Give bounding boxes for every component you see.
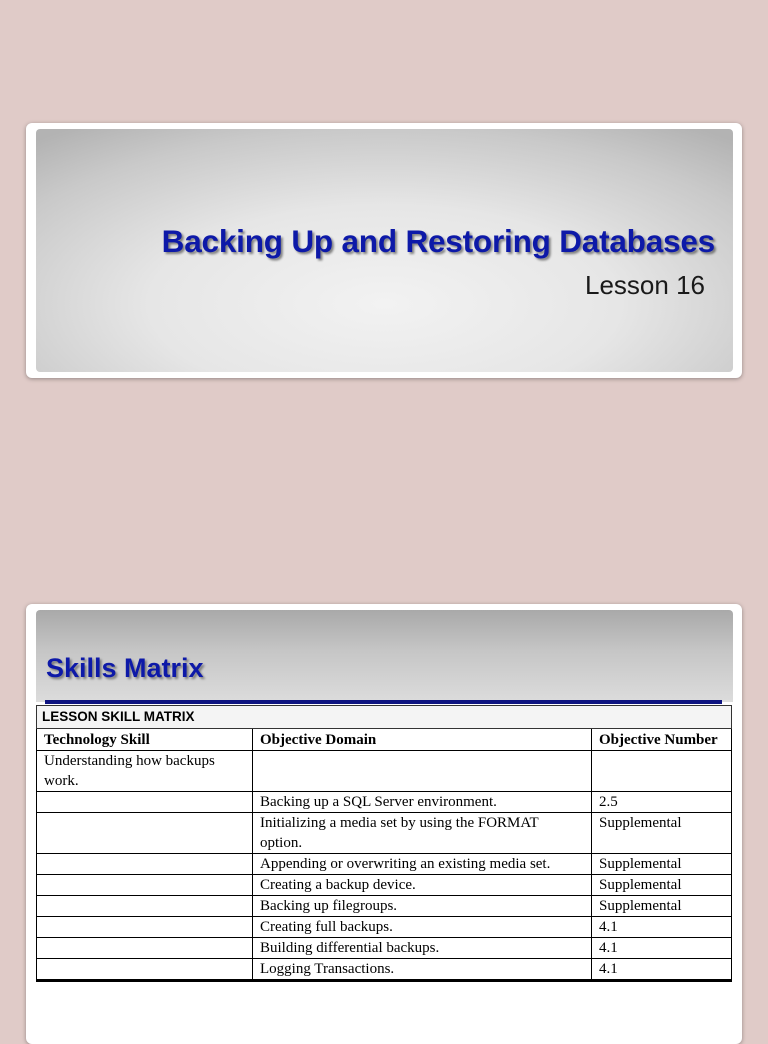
column-header: Technology Skill: [37, 729, 253, 751]
slide-heading: Skills Matrix: [46, 653, 204, 683]
table-row: [37, 751, 732, 792]
table-cell: [37, 896, 253, 917]
table-row: [37, 917, 732, 938]
table-cell: [592, 980, 732, 982]
table-cell: Supplemental: [592, 875, 732, 896]
skills-matrix-slide: [26, 604, 742, 1044]
table-row: [37, 792, 732, 813]
table-cell: Backing up a SQL Server environment.: [253, 792, 592, 813]
table-cell: [37, 813, 253, 854]
table-cell: [253, 751, 592, 792]
slide-title: Backing Up and Restoring Databases: [161, 223, 715, 259]
table-cell: Understanding how backups work.: [37, 751, 253, 792]
table-cell: [37, 980, 253, 982]
table-cell: Backing up filegroups.: [253, 896, 592, 917]
skill-matrix-table: [36, 705, 732, 982]
table-cell: [37, 938, 253, 959]
table-row: [37, 959, 732, 981]
table-cell: Building differential backups.: [253, 938, 592, 959]
table-cell: [37, 959, 253, 981]
table-row: [37, 980, 732, 982]
table-row: [37, 938, 732, 959]
table-cell: 4.1: [592, 959, 732, 981]
table-row: [37, 854, 732, 875]
table-cell: [37, 854, 253, 875]
table-cell: Creating full backups.: [253, 917, 592, 938]
table-cell: 4.1: [592, 938, 732, 959]
table-row: [37, 813, 732, 854]
table-cell: Supplemental: [592, 854, 732, 875]
heading-underline: [45, 700, 722, 704]
table-cell: [592, 751, 732, 792]
slide-subtitle: Lesson 16: [585, 270, 705, 300]
column-header: Objective Domain: [253, 729, 592, 751]
table-cell: Supplemental: [592, 896, 732, 917]
table-cell: 4.1: [592, 917, 732, 938]
table-cell: Logging Transactions.: [253, 959, 592, 981]
table-cell: [37, 792, 253, 813]
table-cell: [37, 917, 253, 938]
table-header-row: [37, 729, 732, 751]
title-slide: [26, 123, 742, 378]
table-cell: Creating a backup device.: [253, 875, 592, 896]
table-caption-row: [37, 706, 732, 729]
table-row: [37, 896, 732, 917]
table-row: [37, 875, 732, 896]
column-header: Objective Number: [592, 729, 732, 751]
table-cell: 2.5: [592, 792, 732, 813]
header-panel: [36, 610, 733, 702]
table-caption: LESSON SKILL MATRIX: [37, 706, 732, 729]
table-cell: [253, 980, 592, 982]
table-cell: Supplemental: [592, 813, 732, 854]
table-cell: [37, 875, 253, 896]
title-panel: [36, 129, 733, 372]
table-cell: Appending or overwriting an existing media set.: [253, 854, 592, 875]
table-cell: Initializing a media set by using the FORMAT option.: [253, 813, 592, 854]
